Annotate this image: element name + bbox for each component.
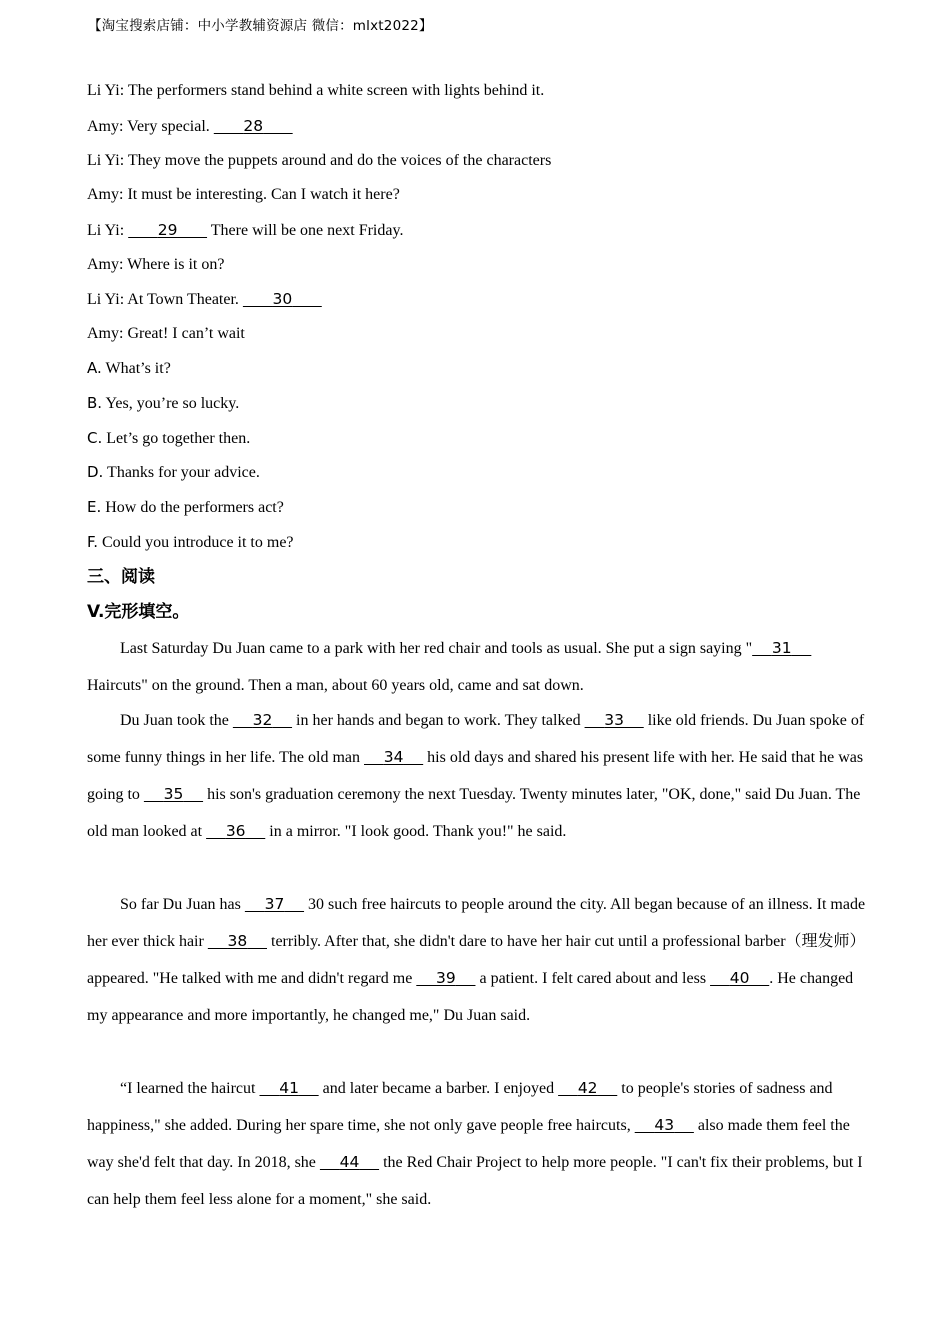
option-a: A. What’s it? bbox=[87, 359, 171, 377]
dialogue-line-4: Amy: It must be interesting. Can I watch it here? bbox=[87, 186, 400, 203]
option-d: D. Thanks for your advice. bbox=[87, 463, 260, 481]
blank-39: 39 bbox=[436, 969, 456, 987]
subsection-title: V.完形填空。 bbox=[87, 602, 190, 622]
dialogue-line-3: Li Yi: They move the puppets around and do the voices of the characters bbox=[87, 152, 552, 169]
blank-36: 36 bbox=[225, 822, 246, 840]
blank-38: 38 bbox=[227, 932, 248, 950]
blank-29: 29 bbox=[157, 221, 178, 239]
blank-44: 44 bbox=[339, 1153, 360, 1171]
blank-40: 40 bbox=[729, 969, 750, 987]
blank-34: 34 bbox=[383, 748, 404, 766]
option-b: B. Yes, you’re so lucky. bbox=[87, 394, 240, 412]
dialogue-line-6: Amy: Where is it on? bbox=[87, 256, 225, 273]
dialogue-line-2: Amy: Very special. 28 bbox=[87, 116, 293, 137]
dialogue-line-7: Li Yi: At Town Theater. 30 bbox=[87, 289, 322, 310]
passage-paragraph-4: “I learned the haircut 41 and later became a barber. I enjoyed 42 to people's stories of sadness and happiness," she added. During her spare time, she not only gave people free haircuts, 43 also made them feel the way she'd felt that day. In 2018, she 44 the Red Chair Project to help more people. "I can't fix their problems, but I can help them feel less alone for a moment," she said. bbox=[87, 1079, 863, 1208]
blank-32: 32 bbox=[252, 711, 273, 729]
passage-paragraph-1: Last Saturday Du Juan came to a park with her red chair and tools as usual. She put a sign saying " 31 Haircuts" on the ground. Then a man, about 60 years old, came and sat down. bbox=[87, 630, 867, 704]
passage-paragraph-2: Du Juan took the 32 in her hands and began to work. They talked 33 like old friends. Du Juan spoke of some funny things in her life. The old man 34 his old days and shared his present life with her. He said that he was going to 35 his son's graduation ceremony the next Tuesday. Twenty minutes later, "OK, done," said Du Juan. The old man looked at 36 in a mirror. "I look good. Thank you!" he said. bbox=[87, 711, 865, 840]
option-f: F. Could you introduce it to me? bbox=[87, 533, 294, 551]
blank-37: 37 bbox=[264, 895, 285, 913]
blank-28: 28 bbox=[243, 117, 264, 135]
blank-31: 31 bbox=[771, 639, 792, 657]
page-header: 【淘宝搜索店铺：中小学教辅资源店 微信：mlxt2022】 bbox=[88, 18, 433, 34]
blank-43: 43 bbox=[654, 1116, 675, 1134]
option-c: C. Let’s go together then. bbox=[87, 429, 251, 447]
dialogue-line-5: Li Yi: 29 There will be one next Friday. bbox=[87, 221, 404, 239]
dialogue-line-8: Amy: Great! I can’t wait bbox=[87, 325, 245, 342]
blank-30: 30 bbox=[272, 290, 293, 308]
dialogue-line-1: Li Yi: The performers stand behind a white screen with lights behind it. bbox=[87, 82, 545, 99]
option-e: E. How do the performers act? bbox=[87, 498, 284, 516]
passage-paragraph-3: So far Du Juan has 37 30 such free haircuts to people around the city. All began because of an illness. It made her ever thick hair 38 terribly. After that, she didn't dare to have her hair cut until a professional barber（理发师）appeared. "He talked with me and didn't regard me 39 a patient. I felt cared about and less 40 . He changed my appearance and more importantly, he changed me," Du Juan said. bbox=[87, 895, 866, 1024]
section-title: 三、阅读 bbox=[87, 567, 155, 587]
blank-42: 42 bbox=[577, 1079, 598, 1097]
blank-41: 41 bbox=[279, 1079, 299, 1097]
blank-35: 35 bbox=[163, 785, 184, 803]
blank-33: 33 bbox=[604, 711, 625, 729]
